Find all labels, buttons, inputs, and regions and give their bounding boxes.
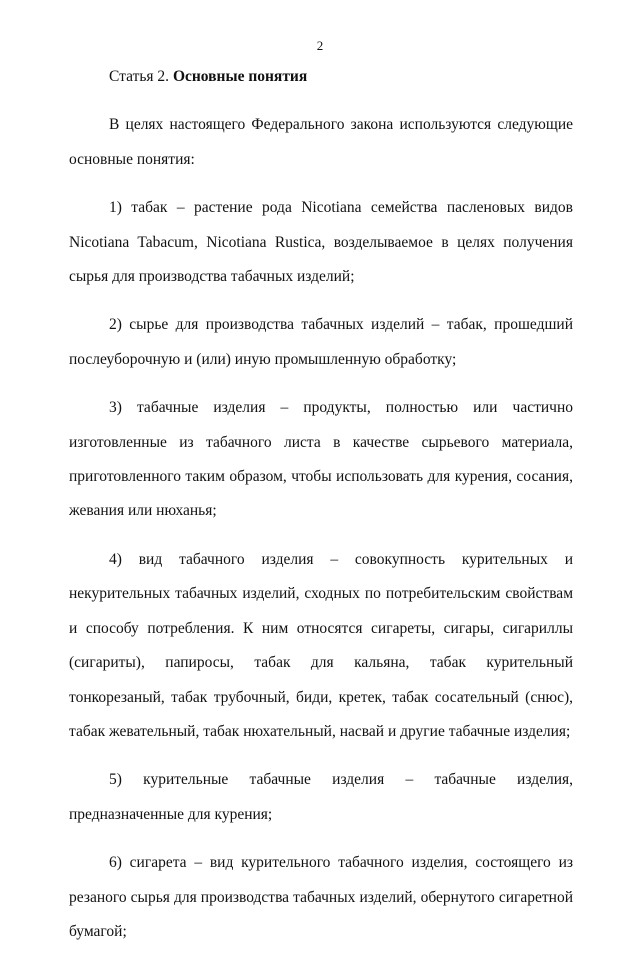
paragraph-2-syrye: 2) сырье для производства табачных изделий – табак, прошедший послеуборочную и (или) иную промышленную обработку;	[69, 316, 573, 368]
article-heading	[69, 60, 573, 94]
article-title: Основные понятия	[172, 68, 308, 85]
paragraph-4-vid-izdeliya: 4) вид табачного изделия – совокупность курительных и некурительных табачных изделий, сходных по потребительским свойствам и способу потребления. К ним относятся сигареты, сигары, сигариллы (сигариты), папиросы, табак для кальяна, табак курительный тонкорезаный, табак трубочный, биди, кретек, табак сосательный (снюс), табак жевательный, табак нюхательный, насвай и другие табачные изделия;	[69, 550, 573, 740]
page-number: 2	[316, 38, 324, 53]
paragraph-1-tabak: 1) табак – растение рода Nicotiana семейства пасленовых видов Nicotiana Tabacum, Nicotiana Rustica, возделываемое в целях получения сырья для производства табачных изделий;	[69, 199, 573, 286]
paragraph-3-tabachnye-izdeliya: 3) табачные изделия – продукты, полностью или частично изготовленные из табачного листа в качестве сырьевого материала, приготовленного таким образом, чтобы использовать для курения, сосания, жевания или нюханья;	[69, 399, 573, 520]
paragraph-5-kuritelnye: 5) курительные табачные изделия – табачные изделия, предназначенные для курения;	[69, 771, 573, 823]
document-body	[69, 60, 573, 963]
paragraph-6-sigareta: 6) сигарета – вид курительного табачного изделия, состоящего из резаного сырья для производства табачных изделий, обернутого сигаретной бумагой;	[69, 854, 573, 940]
paragraph-intro: В целях настоящего Федерального закона используются следующие основные понятия:	[69, 116, 573, 168]
article-prefix: Статья 2.	[109, 68, 173, 85]
